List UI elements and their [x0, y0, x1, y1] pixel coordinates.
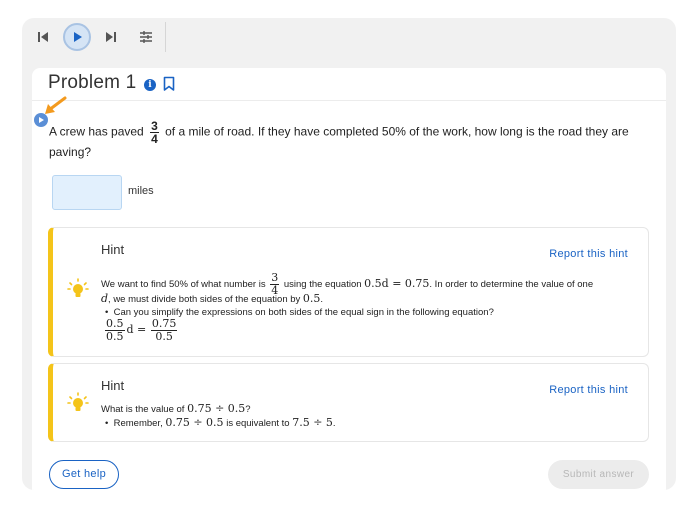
- bookmark-icon[interactable]: [163, 76, 175, 92]
- audio-toolbar: [22, 18, 676, 56]
- hint-card-2: [48, 363, 649, 442]
- info-icon[interactable]: i: [144, 79, 156, 91]
- question-fraction: $\frac{3}{4}$: [151, 119, 158, 146]
- report-hint-link[interactable]: Report this hint: [549, 384, 628, 396]
- toolbar-divider: [165, 22, 166, 52]
- hint-card-1: [48, 227, 649, 357]
- hint-2-line1: What is the value of 0.75 ÷ 0.5?: [101, 402, 251, 415]
- lightbulb-icon: [67, 392, 89, 414]
- skip-next-icon[interactable]: [102, 27, 120, 47]
- hint-1-equation: $\frac{0.5}{0.5}$ d = $\frac{0.75}{0.5}$: [106, 317, 177, 343]
- get-help-button[interactable]: Get help: [49, 460, 119, 489]
- report-hint-link[interactable]: Report this hint: [549, 248, 628, 260]
- question-line2: paving?: [49, 145, 92, 159]
- play-button[interactable]: [63, 23, 91, 51]
- problem-header: [32, 68, 666, 101]
- page-title: Problem 1: [48, 72, 137, 93]
- sliders-icon[interactable]: [137, 26, 155, 48]
- hint-1-line1: We want to find 50% of what number is $\frac{3}{4}$ using the equation 0.5d = 0.75. In order to determine the value of one: [101, 271, 594, 297]
- skip-previous-icon[interactable]: [34, 27, 52, 47]
- hint-1-bullet: • Can you simplify the expressions on both sides of the equal sign in the following equation?: [105, 307, 494, 318]
- unit-label: miles: [128, 185, 154, 197]
- question-start: A crew has paved: [49, 124, 144, 139]
- lightbulb-icon: [67, 278, 89, 300]
- submit-answer-button[interactable]: Submit answer: [548, 460, 649, 489]
- question-end: of a mile of road. If they have completed 50% of the work, how long is the road they are: [165, 124, 629, 139]
- hint-2-bullet: • Remember, 0.75 ÷ 0.5 is equivalent to 7.5 ÷ 5.: [105, 416, 336, 429]
- hint-1-line2: d, we must divide both sides of the equation by 0.5.: [101, 292, 324, 305]
- answer-input[interactable]: [52, 175, 122, 210]
- annotation-arrow-icon: [44, 96, 68, 118]
- play-icon: [71, 31, 83, 43]
- hint-title: Hint: [101, 378, 125, 393]
- hint-title: Hint: [101, 242, 125, 257]
